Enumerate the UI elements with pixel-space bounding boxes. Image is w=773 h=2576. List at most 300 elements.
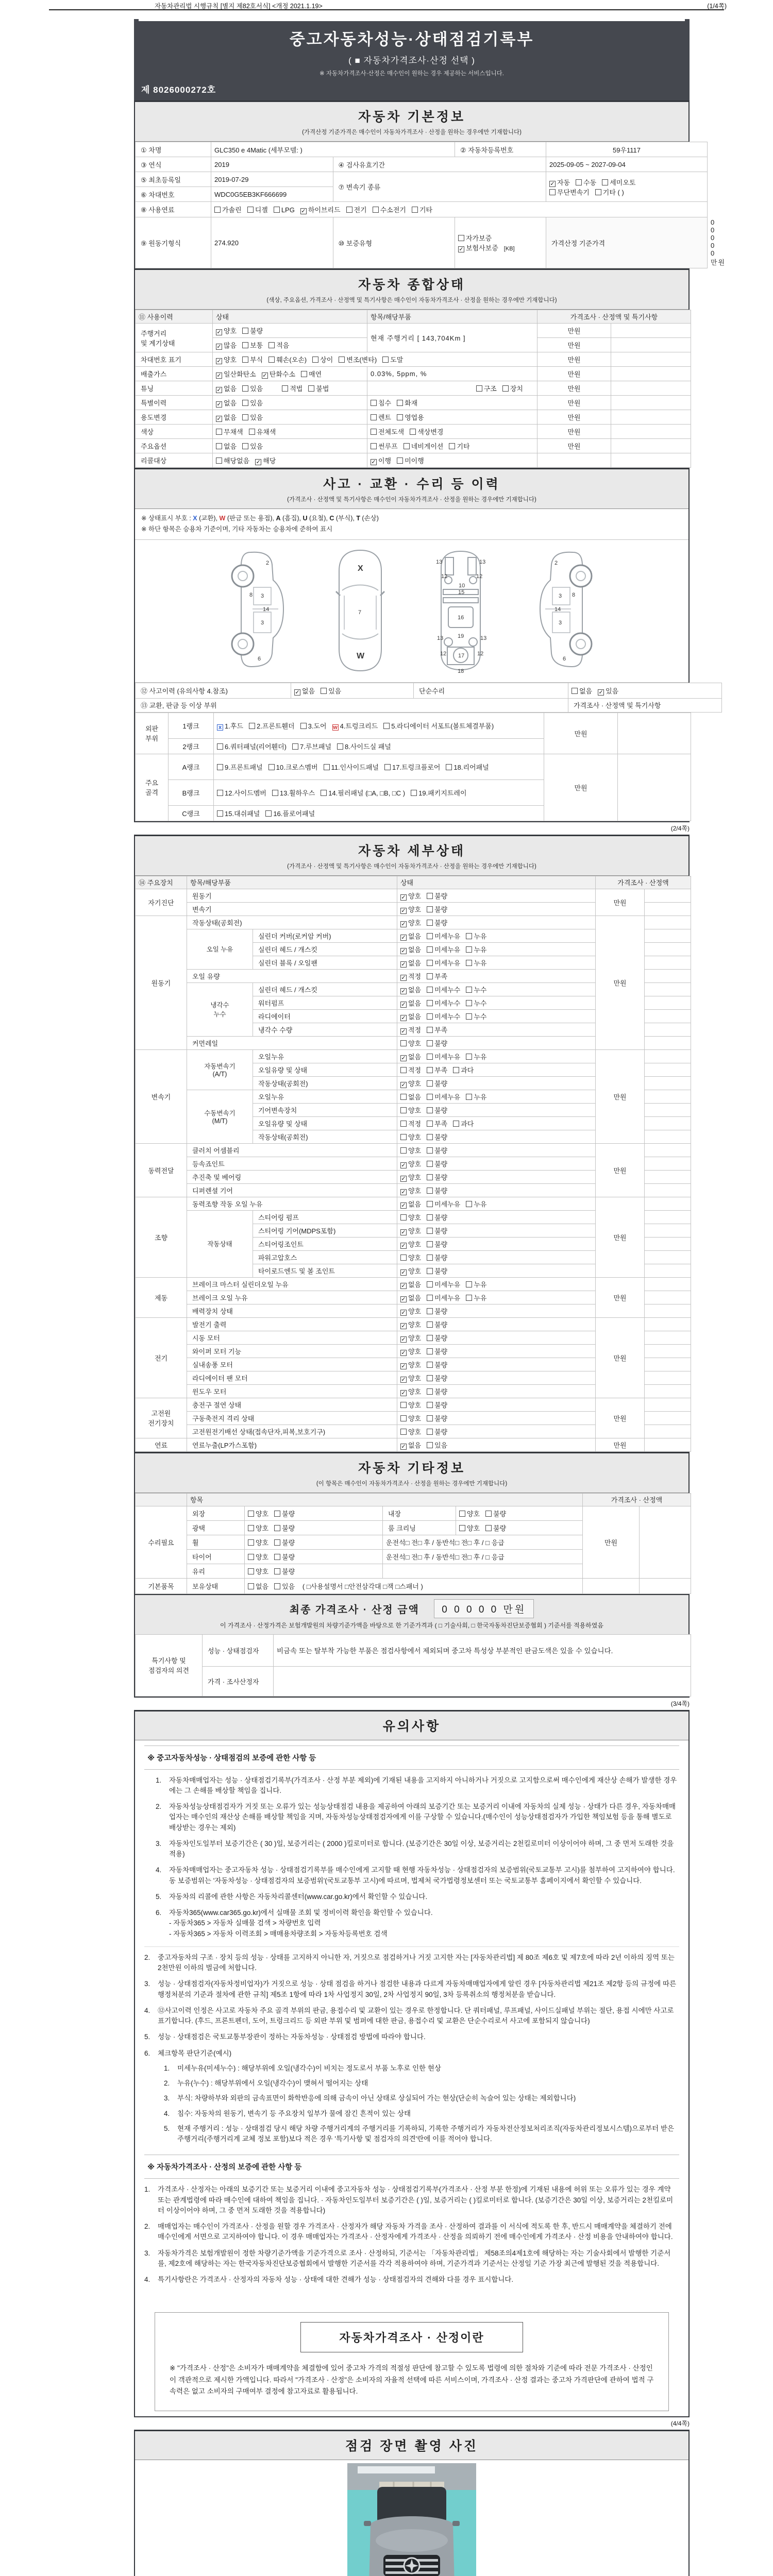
checkbox-option[interactable]: 양호 <box>400 1252 421 1262</box>
checkbox[interactable] <box>400 1067 407 1073</box>
checkbox-option[interactable]: ✓ 없음 <box>401 945 422 954</box>
checkbox[interactable] <box>427 1214 433 1221</box>
checkbox-option[interactable]: 불량 <box>427 1346 447 1356</box>
checkbox-option[interactable]: 양호 <box>248 1537 268 1547</box>
checkbox-option[interactable]: 양호 <box>400 1413 421 1423</box>
checkbox[interactable]: ✓ <box>401 1349 406 1356</box>
checkbox-option[interactable]: ✓ 양호 <box>401 1347 422 1356</box>
checkbox-option[interactable]: 부식 <box>242 354 263 364</box>
checkbox-option[interactable]: 불량 <box>427 1252 447 1262</box>
checkbox[interactable]: ✓ <box>401 1309 406 1316</box>
checkbox-option[interactable]: 디젤 <box>247 205 268 214</box>
checkbox-option[interactable]: 적정 <box>400 1065 421 1075</box>
checkbox[interactable]: ✓ <box>598 689 603 696</box>
checkbox-option[interactable]: 불량 <box>427 1360 447 1369</box>
checkbox[interactable] <box>274 1539 280 1546</box>
checkbox[interactable] <box>274 1554 280 1560</box>
checkbox-option[interactable]: 불량 <box>427 1400 447 1410</box>
checkbox-option[interactable]: 불량 <box>274 1537 295 1547</box>
checkbox-option[interactable]: ✓ 없음 <box>401 1441 422 1450</box>
checkbox-option[interactable]: 네비게이션 <box>404 441 444 451</box>
checkbox-option[interactable]: 훼손(오손) <box>268 354 307 364</box>
checkbox-option[interactable]: 8.사이드실 패널 <box>337 741 391 751</box>
checkbox[interactable] <box>427 1174 433 1180</box>
checkbox-option[interactable]: 불량 <box>427 1239 447 1249</box>
checkbox[interactable] <box>268 357 275 363</box>
checkbox-option[interactable]: 불량 <box>485 1509 506 1518</box>
checkbox[interactable] <box>427 1388 433 1395</box>
checkbox-option[interactable]: 불량 <box>485 1523 506 1533</box>
checkbox[interactable]: ✓ <box>401 1162 406 1168</box>
checkbox-option[interactable]: 불량 <box>427 1159 447 1168</box>
checkbox[interactable] <box>466 1094 472 1100</box>
checkbox-option[interactable]: 7.루브패널 <box>292 741 331 751</box>
checkbox-option[interactable]: ✓ 없음 <box>401 959 422 968</box>
checkbox[interactable] <box>427 1228 433 1234</box>
checkbox[interactable] <box>459 1511 465 1517</box>
checkbox-option[interactable]: 있음 <box>242 398 263 408</box>
checkbox-option[interactable]: 양호 <box>459 1523 480 1533</box>
checkbox[interactable]: ✓ <box>371 459 376 465</box>
checkbox[interactable] <box>466 1281 472 1287</box>
checkbox[interactable] <box>248 1525 254 1531</box>
checkbox-option[interactable]: 누수 <box>466 985 486 994</box>
checkbox-option[interactable]: ✓ 없음 <box>401 1280 422 1289</box>
checkbox[interactable] <box>549 189 556 195</box>
checkbox[interactable] <box>427 1402 433 1408</box>
checkbox[interactable] <box>321 688 327 694</box>
checkbox[interactable] <box>274 1583 280 1589</box>
checkbox[interactable] <box>248 1511 254 1517</box>
checkbox[interactable] <box>397 457 403 464</box>
checkbox-option[interactable]: ✓ 양호 <box>401 1240 422 1249</box>
checkbox-option[interactable]: 기타 <box>412 205 432 214</box>
checkbox[interactable] <box>400 1147 407 1154</box>
checkbox[interactable] <box>216 429 222 435</box>
checkbox-option[interactable]: ✓ 탄화수소 <box>262 370 296 379</box>
checkbox[interactable] <box>248 1539 254 1546</box>
checkbox-option[interactable]: ✓ 양호 <box>401 1267 422 1276</box>
checkbox-option[interactable]: 미세누유 <box>427 1092 460 1101</box>
checkbox-option[interactable]: ✓ 일산화탄소 <box>216 370 256 379</box>
checkbox-option[interactable]: 불량 <box>427 1172 447 1182</box>
checkbox-option[interactable]: 15.대쉬패널 <box>217 808 260 818</box>
checkbox-option[interactable]: 불량 <box>427 918 447 927</box>
checkbox-option[interactable]: ✓ 양호 <box>401 1387 422 1396</box>
checkbox-option[interactable]: 미세누수 <box>427 985 460 994</box>
checkbox[interactable] <box>249 723 255 729</box>
checkbox[interactable] <box>371 429 377 435</box>
checkbox[interactable]: ✓ <box>216 358 222 364</box>
checkbox-option[interactable]: 없음 <box>572 686 592 696</box>
checkbox-option[interactable]: 해당없음 <box>216 455 249 465</box>
checkbox-option[interactable]: 불량 <box>427 1226 447 1235</box>
checkbox[interactable] <box>371 414 377 420</box>
checkbox-option[interactable]: 적음 <box>268 340 289 350</box>
checkbox[interactable] <box>339 357 345 363</box>
checkbox-option[interactable]: 불량 <box>427 1333 447 1343</box>
checkbox-option[interactable]: 누유 <box>466 1199 486 1209</box>
checkbox[interactable] <box>400 1255 407 1261</box>
checkbox[interactable] <box>383 723 390 729</box>
checkbox[interactable] <box>427 1161 433 1167</box>
checkbox-option[interactable]: 5.라디에이터 서포트(볼트체결부품) <box>383 721 494 731</box>
checkbox[interactable] <box>373 207 379 213</box>
checkbox-option[interactable]: 기타 <box>449 441 469 451</box>
checkbox[interactable] <box>453 1121 459 1127</box>
checkbox[interactable]: ✓ <box>216 344 222 350</box>
checkbox[interactable]: ✓ <box>401 1028 406 1035</box>
checkbox-option[interactable]: ✓ 없음 <box>401 986 422 994</box>
checkbox-option[interactable]: 전기 <box>346 205 367 214</box>
checkbox-option[interactable]: 미세누수 <box>427 998 460 1008</box>
checkbox[interactable]: ✓ <box>401 1376 406 1383</box>
checkbox-option[interactable]: 있음 <box>242 383 263 393</box>
checkbox-option[interactable]: 미세누유 <box>427 931 460 941</box>
checkbox[interactable]: ✓ <box>256 459 261 465</box>
checkbox[interactable] <box>427 1201 433 1207</box>
checkbox-option[interactable]: 양호 <box>400 1427 421 1436</box>
checkbox-option[interactable]: ✓ 없음 <box>216 399 237 408</box>
checkbox[interactable] <box>427 1054 433 1060</box>
checkbox-option[interactable]: 불량 <box>427 1413 447 1423</box>
checkbox[interactable] <box>572 688 578 694</box>
checkbox[interactable] <box>466 1295 472 1301</box>
checkbox[interactable] <box>427 946 433 953</box>
checkbox[interactable] <box>384 764 391 770</box>
checkbox[interactable] <box>217 810 223 817</box>
checkbox-option[interactable]: 2.프론트휀더 <box>249 721 295 731</box>
checkbox[interactable] <box>466 987 472 993</box>
checkbox[interactable] <box>324 764 330 770</box>
checkbox[interactable]: ✓ <box>262 372 267 379</box>
checkbox-option[interactable]: 없음 <box>216 441 237 451</box>
checkbox-option[interactable]: ✓ 양호 <box>401 1227 422 1235</box>
checkbox[interactable] <box>410 429 416 435</box>
checkbox-option[interactable]: 양호 <box>400 1105 421 1115</box>
checkbox-option[interactable]: 매연 <box>301 369 322 379</box>
checkbox-option[interactable]: ✓ 해당 <box>256 457 276 465</box>
checkbox-option[interactable]: 있음 <box>242 412 263 422</box>
checkbox[interactable] <box>427 1080 433 1087</box>
checkbox[interactable] <box>427 1094 433 1100</box>
checkbox-option[interactable]: 누유 <box>466 931 486 941</box>
checkbox[interactable] <box>576 179 582 185</box>
checkbox-option[interactable]: 있음 <box>427 1440 447 1450</box>
checkbox-option[interactable]: ✓ 양호 <box>401 1307 422 1316</box>
checkbox-option[interactable]: 불량 <box>427 891 447 901</box>
checkbox[interactable]: ✓ <box>401 894 406 901</box>
checkbox[interactable] <box>459 1525 465 1531</box>
checkbox[interactable] <box>308 385 314 392</box>
checkbox[interactable] <box>242 414 248 420</box>
checkbox-option[interactable]: ✓ 양호 <box>401 919 422 927</box>
checkbox-option[interactable]: 불량 <box>242 326 263 335</box>
checkbox[interactable] <box>466 933 472 939</box>
checkbox-option[interactable]: ✓ 양호 <box>401 1320 422 1329</box>
checkbox[interactable] <box>242 342 248 348</box>
checkbox-option[interactable]: ✓ 양호 <box>401 1160 422 1168</box>
checkbox-option[interactable]: 상이 <box>312 354 333 364</box>
checkbox-option[interactable]: 장치 <box>502 383 523 393</box>
checkbox-option[interactable]: 불량 <box>427 1078 447 1088</box>
checkbox-option[interactable]: 수동 <box>576 177 596 187</box>
checkbox-option[interactable]: 누수 <box>466 998 486 1008</box>
checkbox-option[interactable]: 누유 <box>466 958 486 968</box>
checkbox[interactable] <box>382 357 389 363</box>
checkbox[interactable]: ✓ <box>401 961 406 968</box>
checkbox-option[interactable]: 부족 <box>427 1118 447 1128</box>
checkbox[interactable] <box>248 1568 254 1574</box>
checkbox-option[interactable]: ✓ 보험사보증 <box>459 244 498 252</box>
checkbox-option[interactable]: 불량 <box>274 1523 295 1533</box>
checkbox[interactable] <box>411 790 417 796</box>
checkbox-option[interactable]: ✓ 자동 <box>550 178 570 187</box>
checkbox[interactable] <box>427 1134 433 1140</box>
checkbox[interactable] <box>427 933 433 939</box>
checkbox[interactable] <box>466 1201 472 1207</box>
checkbox[interactable] <box>595 189 601 195</box>
checkbox-option[interactable]: 불량 <box>427 1427 447 1436</box>
checkbox-option[interactable]: ✓ 많음 <box>216 342 237 350</box>
checkbox-option[interactable]: 구조 <box>476 383 497 393</box>
checkbox[interactable] <box>274 1511 280 1517</box>
checkbox[interactable] <box>427 1348 433 1354</box>
checkbox-option[interactable]: 양호 <box>400 1400 421 1410</box>
checkbox[interactable] <box>427 1188 433 1194</box>
checkbox[interactable] <box>427 1442 433 1448</box>
checkbox[interactable] <box>427 920 433 926</box>
checkbox[interactable] <box>427 893 433 899</box>
checkbox[interactable] <box>300 723 307 729</box>
checkbox[interactable] <box>242 443 248 449</box>
checkbox[interactable]: ✓ <box>459 246 464 252</box>
checkbox-option[interactable]: 14.필러패널 (□A, □B, □C ) <box>321 788 405 798</box>
checkbox-option[interactable]: ✓ 양호 <box>401 905 422 914</box>
checkbox-option[interactable]: ✓ 없음 <box>295 687 315 696</box>
checkbox-option[interactable]: 양호 <box>248 1523 268 1533</box>
checkbox[interactable] <box>427 1308 433 1314</box>
checkbox-option[interactable]: 불량 <box>427 1185 447 1195</box>
checkbox-option[interactable]: ✓ 없음 <box>216 414 237 422</box>
checkbox[interactable] <box>217 764 223 770</box>
checkbox[interactable] <box>466 1054 472 1060</box>
checkbox[interactable]: ✓ <box>401 1175 406 1182</box>
checkbox[interactable] <box>242 328 248 334</box>
checkbox[interactable]: ✓ <box>401 1336 406 1343</box>
checkbox[interactable]: ✓ <box>401 974 406 981</box>
checkbox-option[interactable]: 미세누유 <box>427 1199 460 1209</box>
checkbox-option[interactable]: ✓ 양호 <box>401 1079 422 1088</box>
checkbox[interactable] <box>427 1429 433 1435</box>
checkbox[interactable] <box>427 1121 433 1127</box>
checkbox-option[interactable]: 가솔린 <box>214 205 242 214</box>
checkbox-option[interactable]: 16.플로어패널 <box>265 808 315 818</box>
checkbox[interactable] <box>458 235 464 241</box>
checkbox[interactable]: ✓ <box>216 329 222 335</box>
checkbox[interactable]: ✓ <box>401 934 406 941</box>
checkbox-option[interactable]: ✓ 이행 <box>371 457 392 465</box>
checkbox[interactable] <box>404 443 410 449</box>
checkbox-option[interactable]: 보통 <box>242 340 263 350</box>
checkbox[interactable] <box>400 1121 407 1127</box>
checkbox-option[interactable]: 19.패키지트레이 <box>411 788 466 798</box>
checkbox-option[interactable]: 미세누유 <box>427 1293 460 1302</box>
checkbox[interactable] <box>427 1255 433 1261</box>
checkbox-option[interactable]: 불량 <box>274 1566 295 1576</box>
checkbox[interactable]: ✓ <box>401 907 406 914</box>
checkbox[interactable]: w <box>333 724 338 731</box>
checkbox-option[interactable]: 12.사이드멤버 <box>217 788 266 798</box>
checkbox-option[interactable]: 10.크로스멤버 <box>268 762 318 772</box>
checkbox-option[interactable]: ✓ 양호 <box>401 1361 422 1369</box>
checkbox-option[interactable]: 양호 <box>248 1509 268 1518</box>
checkbox-option[interactable]: ✓ 있음 <box>598 687 619 696</box>
checkbox[interactable] <box>476 385 482 392</box>
checkbox[interactable] <box>371 400 377 406</box>
checkbox[interactable]: ✓ <box>401 1014 406 1021</box>
checkbox-option[interactable]: 있음 <box>274 1581 295 1591</box>
checkbox[interactable] <box>274 1568 280 1574</box>
checkbox-option[interactable]: 누수 <box>466 1011 486 1021</box>
checkbox[interactable] <box>274 1525 280 1531</box>
checkbox[interactable]: ✓ <box>401 1202 406 1209</box>
checkbox-option[interactable]: ✓ 양호 <box>401 892 422 901</box>
checkbox[interactable]: ✓ <box>295 689 300 696</box>
checkbox[interactable] <box>427 1362 433 1368</box>
checkbox-option[interactable]: 18.리어패널 <box>446 762 489 772</box>
checkbox[interactable] <box>249 429 255 435</box>
checkbox-option[interactable]: 양호 <box>400 1132 421 1142</box>
checkbox[interactable] <box>371 443 377 449</box>
checkbox[interactable] <box>248 1583 254 1589</box>
checkbox[interactable] <box>427 1321 433 1328</box>
checkbox[interactable] <box>242 357 248 363</box>
checkbox-option[interactable]: 누유 <box>466 1052 486 1061</box>
checkbox[interactable] <box>268 342 275 348</box>
checkbox[interactable] <box>282 385 288 392</box>
checkbox-option[interactable]: 미세누유 <box>427 944 460 954</box>
checkbox[interactable] <box>214 207 221 213</box>
checkbox[interactable] <box>216 443 222 449</box>
checkbox[interactable] <box>427 1375 433 1381</box>
checkbox-option[interactable]: 누유 <box>466 1293 486 1302</box>
checkbox-option[interactable]: 과다 <box>453 1118 474 1128</box>
checkbox-option[interactable]: 적정 <box>400 1118 421 1128</box>
checkbox[interactable]: ✓ <box>216 401 222 408</box>
checkbox[interactable] <box>466 1000 472 1006</box>
checkbox-option[interactable]: ✓ 없음 <box>401 1294 422 1302</box>
checkbox[interactable]: ✓ <box>401 921 406 927</box>
checkbox-option[interactable]: 있음 <box>242 441 263 451</box>
checkbox[interactable] <box>427 1147 433 1154</box>
checkbox[interactable]: ✓ <box>401 1189 406 1195</box>
checkbox-option[interactable]: 불법 <box>308 383 329 393</box>
checkbox-option[interactable]: 미이행 <box>397 455 424 465</box>
checkbox-option[interactable]: 양호 <box>248 1552 268 1562</box>
checkbox-option[interactable]: 양호 <box>400 1038 421 1048</box>
checkbox-option[interactable]: 양호 <box>459 1509 480 1518</box>
checkbox-option[interactable]: 13.휠하우스 <box>272 788 315 798</box>
checkbox[interactable] <box>427 987 433 993</box>
checkbox-option[interactable]: ✓ 없음 <box>401 1012 422 1021</box>
checkbox[interactable]: ✓ <box>401 1055 406 1061</box>
checkbox[interactable] <box>412 207 418 213</box>
checkbox-option[interactable]: ✓ 없음 <box>401 999 422 1008</box>
checkbox[interactable] <box>466 1013 472 1020</box>
checkbox[interactable] <box>321 790 327 796</box>
checkbox-option[interactable]: 색상변경 <box>410 427 443 436</box>
checkbox[interactable]: ✓ <box>401 947 406 954</box>
checkbox[interactable] <box>427 973 433 979</box>
checkbox[interactable] <box>427 1241 433 1247</box>
checkbox[interactable]: ✓ <box>401 1242 406 1249</box>
checkbox-option[interactable]: 양호 <box>248 1566 268 1576</box>
checkbox[interactable] <box>248 1554 254 1560</box>
checkbox[interactable] <box>400 1429 407 1435</box>
checkbox-option[interactable]: 17.트렁크플로어 <box>384 762 440 772</box>
checkbox-option[interactable]: 전체도색 <box>371 427 404 436</box>
checkbox[interactable]: ✓ <box>401 1296 406 1302</box>
checkbox[interactable]: ✓ <box>401 988 406 994</box>
checkbox-option[interactable]: 침수 <box>371 398 391 408</box>
checkbox[interactable] <box>301 371 307 377</box>
checkbox-option[interactable]: 유채색 <box>249 427 276 436</box>
checkbox-option[interactable]: 불량 <box>427 1132 447 1142</box>
checkbox[interactable] <box>346 207 352 213</box>
checkbox-option[interactable]: 부족 <box>427 1065 447 1075</box>
checkbox[interactable] <box>272 790 278 796</box>
checkbox[interactable] <box>242 385 248 392</box>
checkbox-option[interactable]: 불량 <box>427 1105 447 1115</box>
checkbox[interactable] <box>400 1107 407 1113</box>
checkbox-option[interactable]: 미세누유 <box>427 1052 460 1061</box>
checkbox-option[interactable]: ✓ 없음 <box>216 385 237 393</box>
checkbox[interactable] <box>427 1107 433 1113</box>
checkbox[interactable] <box>427 1027 433 1033</box>
checkbox-option[interactable]: 불량 <box>427 904 447 914</box>
checkbox-option[interactable]: 불량 <box>427 1212 447 1222</box>
checkbox[interactable]: ✓ <box>216 387 222 393</box>
checkbox[interactable] <box>427 906 433 912</box>
checkbox[interactable] <box>337 743 343 750</box>
checkbox[interactable] <box>427 1335 433 1341</box>
checkbox-option[interactable]: 화재 <box>397 398 417 408</box>
checkbox[interactable] <box>427 1268 433 1274</box>
checkbox-option[interactable]: 불량 <box>427 1386 447 1396</box>
checkbox-option[interactable]: 없음 <box>248 1581 268 1591</box>
checkbox-option[interactable]: 양호 <box>400 1145 421 1155</box>
checkbox[interactable] <box>400 1415 407 1421</box>
checkbox[interactable] <box>485 1511 492 1517</box>
checkbox-option[interactable]: 미세누수 <box>427 1011 460 1021</box>
checkbox-option[interactable]: 썬루프 <box>371 441 398 451</box>
checkbox-option[interactable]: 양호 <box>400 1212 421 1222</box>
checkbox[interactable] <box>247 207 254 213</box>
checkbox-option[interactable]: ✓ 없음 <box>401 932 422 941</box>
checkbox[interactable]: ✓ <box>401 1389 406 1396</box>
checkbox-option[interactable]: 불량 <box>427 1319 447 1329</box>
checkbox-option[interactable]: 기타 ( ) <box>595 187 624 197</box>
checkbox[interactable]: ✓ <box>401 1081 406 1088</box>
checkbox-option[interactable]: 수소전기 <box>373 205 406 214</box>
checkbox-option[interactable]: 불량 <box>427 1145 447 1155</box>
checkbox-option[interactable]: 불량 <box>427 1266 447 1276</box>
checkbox[interactable]: ✓ <box>301 208 306 214</box>
checkbox[interactable]: ✓ <box>401 1363 406 1369</box>
checkbox[interactable] <box>446 764 452 770</box>
checkbox-option[interactable]: 무채색 <box>216 427 243 436</box>
